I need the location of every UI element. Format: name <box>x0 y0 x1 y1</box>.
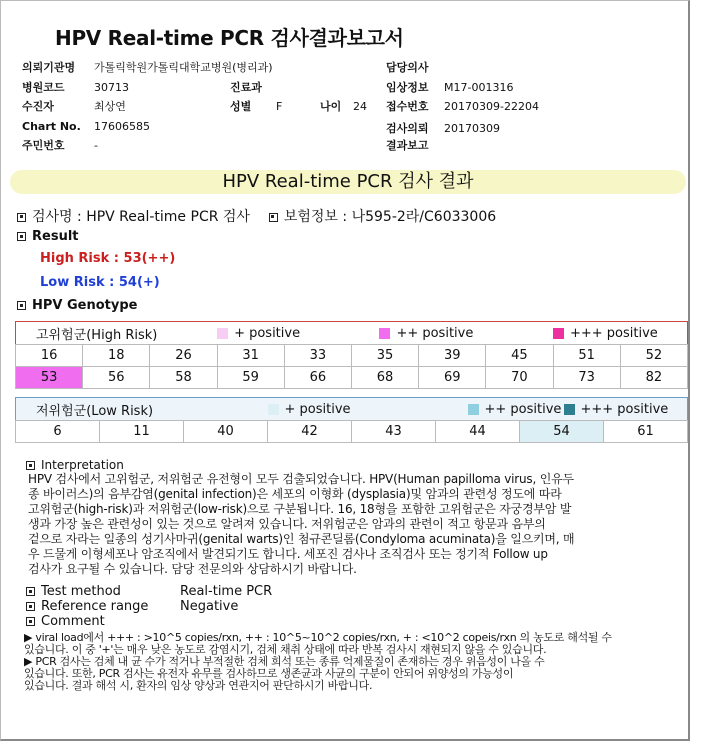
high-risk-row-1 <box>16 345 688 367</box>
low-risk-table <box>15 397 688 443</box>
info-patient: 수진자 최상연 <box>22 100 126 113</box>
info-receipt-no: 접수번호 20170309-22204 <box>386 100 539 113</box>
test-name-row: 검사명 : HPV Real-time PCR 검사 보험정보 : 나595-2라/C6033006 <box>17 206 496 226</box>
bullet-icon <box>17 232 26 241</box>
genotype-cell: 35 <box>351 345 418 367</box>
info-hospital-code: 병원코드 30713 <box>22 81 129 94</box>
interpretation-heading: Interpretation <box>26 458 124 472</box>
bullet-icon <box>26 587 35 596</box>
genotype-cell: 31 <box>217 345 284 367</box>
genotype-cell: 45 <box>486 345 553 367</box>
legend-swatch-plus2 <box>379 328 390 339</box>
legend-plus3: +++ positive <box>553 322 688 345</box>
genotype-cell: 54 <box>520 421 604 443</box>
result-banner: HPV Real-time PCR 검사 결과 <box>10 170 686 194</box>
genotype-cell: 40 <box>184 421 268 443</box>
text-line: 종 바이러스)의 음부감염(genital infection)은 세포의 이형화 (dysplasia)및 암과의 관련성 정도에 따라 <box>28 487 562 501</box>
genotype-cell: 66 <box>284 367 351 389</box>
bullet-icon <box>26 602 35 611</box>
genotype-cell: 33 <box>284 345 351 367</box>
info-doctor: 담당의사 <box>386 61 429 74</box>
bullet-icon <box>17 213 26 222</box>
bullet-icon <box>269 213 278 222</box>
info-resident-no: 주민번호 - <box>22 139 98 152</box>
info-chart-no: Chart No. 17606585 <box>22 120 150 133</box>
text-line: 우 드물게 이형세포나 암조직에서 발견되기도 합니다. 세포진 검사나 조직검사 또는 정기적 Follow up <box>28 547 548 561</box>
text-line: 겉으로 자라는 일종의 성기사마귀(genital warts)인 첨규콘딜롬(Condyloma acuminata)을 일으키며, 매 <box>28 532 575 546</box>
info-sex: 성별 F <box>230 100 283 113</box>
genotype-heading: HPV Genotype <box>17 298 137 313</box>
genotype-cell: 56 <box>83 367 150 389</box>
comment-text <box>24 632 612 692</box>
genotype-cell: 53 <box>16 367 83 389</box>
text-line: 있습니다. 또한, PCR 검사는 유전자 유무를 검사하므로 생존균과 사균의 구분이 안되어 위양성의 가능성이 <box>24 667 514 680</box>
low-risk-header-row <box>16 398 688 421</box>
test-method-row: Test method Real-time PCR <box>26 584 272 599</box>
bullet-icon <box>17 301 26 310</box>
info-clinical: 임상정보 M17-001316 <box>386 81 514 94</box>
genotype-cell: 59 <box>217 367 284 389</box>
text-line: 있습니다. 결과 해석 시, 환자의 임상 양상과 연관지어 판단하시기 바랍니다. <box>24 679 373 692</box>
report-title: HPV Real-time PCR 검사결과보고서 <box>55 26 404 50</box>
genotype-cell: 6 <box>16 421 100 443</box>
text-line: ▶ viral load에서 +++ : >10^5 copies/rxn, ++ : 10^5~10^2 copies/rxn, + : <10^2 copeis/rxn 의 농도로 해석될 수 <box>24 631 612 644</box>
comment-heading: Comment <box>26 614 105 629</box>
legend-plus3-low: +++ positive <box>604 398 688 421</box>
genotype-cell: 51 <box>553 345 620 367</box>
info-report-date: 결과보고 <box>386 139 429 152</box>
legend-swatch-plus3-low <box>564 404 575 415</box>
high-risk-header-row <box>16 322 688 345</box>
genotype-cell: 52 <box>620 345 687 367</box>
genotype-cell: 73 <box>553 367 620 389</box>
text-line: 고위험군(high-risk)과 저위험군(low-risk)으로 구분됩니다. 16, 18형을 포함한 고위험군은 자궁경부암 발 <box>28 502 572 516</box>
text-line: 있습니다. 이 중 '+'는 매우 낮은 농도로 감염시기, 검체 채취 상태에 따라 반복 검사시 재현되지 않을 수 있습니다. <box>24 643 547 656</box>
genotype-cell: 69 <box>419 367 486 389</box>
genotype-cell: 61 <box>604 421 688 443</box>
text-line: 생과 가장 높은 관련성이 있는 것으로 알려져 있습니다. 저위험군은 암과의 관련이 적고 항문과 음부의 <box>28 517 546 531</box>
genotype-cell: 70 <box>486 367 553 389</box>
bullet-icon <box>26 461 35 470</box>
legend-swatch-plus-low <box>268 404 279 415</box>
high-risk-table <box>15 321 688 389</box>
legend-plus-low: + positive <box>268 398 436 421</box>
text-line: HPV 검사에서 고위험군, 저위험군 유전형이 모두 검출되었습니다. HPV(Human papilloma virus, 인유두 <box>28 472 574 486</box>
info-department: 진료과 <box>230 81 262 94</box>
high-risk-result: High Risk : 53(++) <box>40 251 176 266</box>
high-risk-row-2 <box>16 367 688 389</box>
low-risk-row <box>16 421 688 443</box>
legend-swatch-plus <box>217 328 228 339</box>
legend-plus2: ++ positive <box>351 322 553 345</box>
genotype-cell: 39 <box>419 345 486 367</box>
genotype-cell: 44 <box>436 421 520 443</box>
genotype-cell: 82 <box>620 367 687 389</box>
legend-swatch-plus2-low <box>468 404 479 415</box>
genotype-cell: 16 <box>16 345 83 367</box>
legend-plus: + positive <box>217 322 351 345</box>
reference-range-row: Reference range Negative <box>26 599 238 614</box>
genotype-cell: 43 <box>352 421 436 443</box>
high-risk-header: 고위험군(High Risk) <box>36 327 158 343</box>
info-institution: 의뢰기관명 가톨릭학원가톨릭대학교병원(병리과) <box>22 61 273 74</box>
result-heading: Result <box>17 229 79 244</box>
interpretation-text <box>28 472 574 577</box>
genotype-cell: 58 <box>150 367 217 389</box>
bullet-icon <box>26 617 35 626</box>
genotype-cell: 11 <box>100 421 184 443</box>
low-risk-result: Low Risk : 54(+) <box>40 275 160 290</box>
text-line: ▶ PCR 검사는 검체 내 균 수가 적거나 부적절한 검체 희석 또는 종류 억제물질이 존재하는 경우 위음성이 나올 수 <box>24 655 545 668</box>
info-request-date: 검사의뢰 20170309 <box>386 122 500 135</box>
legend-plus2-low: ++ positive <box>436 398 604 421</box>
legend-swatch-plus3 <box>553 328 564 339</box>
genotype-cell: 68 <box>351 367 418 389</box>
info-age: 나이 24 <box>320 100 367 113</box>
low-risk-header: 저위험군(Low Risk) <box>36 403 154 419</box>
genotype-cell: 18 <box>83 345 150 367</box>
text-line: 검사가 요구될 수 있습니다. 담당 전문의와 상담하시기 바랍니다. <box>28 562 357 576</box>
genotype-cell: 26 <box>150 345 217 367</box>
genotype-cell: 42 <box>268 421 352 443</box>
